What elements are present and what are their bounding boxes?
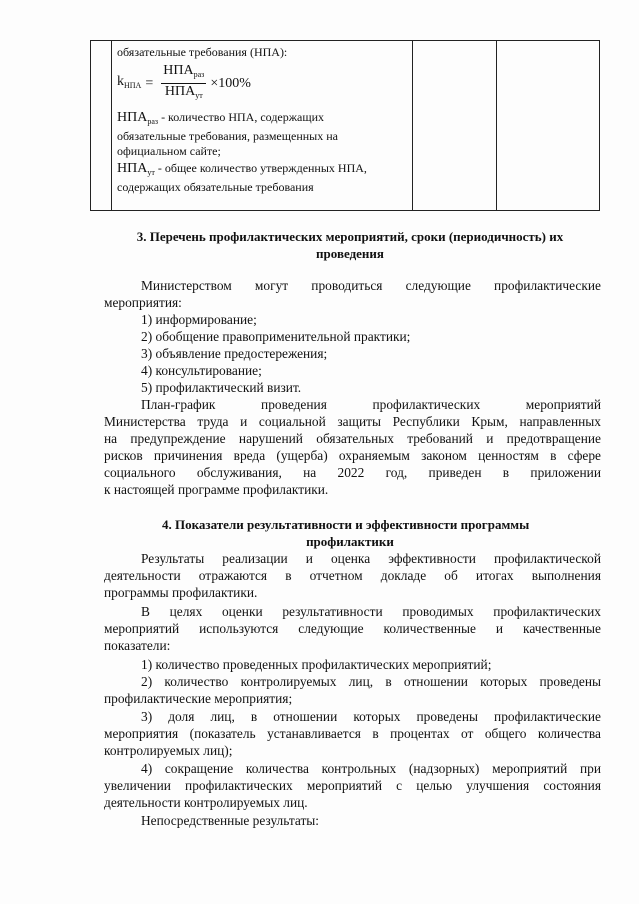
results-paragraph-line: деятельности отражаются в отчетном докладе об итогах выполнения [104, 568, 601, 583]
indicator-item-cont: контролируемых лиц); [104, 743, 233, 758]
indicator-table [90, 40, 600, 211]
results-paragraph-line: Результаты реализации и оценка эффективности профилактической [141, 551, 601, 566]
section-3-intro-line: Министерством могут проводиться следующие профилактические [141, 278, 601, 293]
formula-lhs: $k_{НПА}$ [117, 74, 142, 90]
plan-paragraph-line: социального обслуживания, на 2022 год, приведен в приложении [104, 465, 601, 480]
list-item: 2) обобщение правоприменительной практики; [141, 329, 411, 344]
formula-denominator: $НПА_{ут}$ [164, 84, 203, 100]
section-3-heading: 3. Перечень профилактических мероприятий, сроки (периодичность) их проведения [136, 229, 564, 261]
list-item: 4) консультирование; [141, 363, 262, 378]
formula-fraction [161, 63, 206, 104]
list-item: 3) объявление предостережения; [141, 346, 328, 361]
definition-raz: $НПА_{раз}$ - количество НПА, содержащих обязательные требования, размещенных на официальном сайте; [117, 110, 338, 158]
cell-intro: обязательные требования (НПА): [117, 45, 288, 59]
indicator-item-cont: профилактические мероприятия; [104, 691, 293, 706]
table-column-divider [412, 41, 413, 210]
indicator-item: 1) количество проведенных профилактических мероприятий; [141, 657, 492, 672]
indicator-item: 4) сокращение количества контрольных (надзорных) мероприятий при [141, 761, 601, 776]
indicator-item: 2) количество контролируемых лиц, в отношении которых проведены [141, 674, 601, 689]
results-paragraph-line: программы профилактики. [104, 585, 258, 600]
formula-equals: = [145, 76, 154, 91]
indicator-item: 3) доля лиц, в отношении которых проведены профилактические [141, 709, 601, 724]
list-item: 5) профилактический визит. [141, 380, 302, 395]
plan-paragraph-line: к настоящей программе профилактики. [104, 482, 329, 497]
plan-paragraph-line: План-график проведения профилактических мероприятий [141, 397, 601, 412]
indicator-item-cont: мероприятия (показатель устанавливается в процентах от общего количества [104, 726, 601, 741]
direct-results-line: Непосредственные результаты: [141, 813, 320, 828]
table-column-divider [496, 41, 497, 210]
table-column-divider [111, 41, 112, 210]
indicator-item-cont: увеличении профилактических мероприятий с целью улучшения состояния [104, 778, 601, 793]
formula-multiplier: ×100% [210, 76, 251, 91]
definition-ut: $НПА_{ут}$ - общее количество утвержденных НПА, содержащих обязательные требования [117, 161, 367, 194]
plan-paragraph-line: рисков причинения вреда (ущерба) охраняемым законом ценностям в сфере [104, 448, 601, 463]
list-item: 1) информирование; [141, 312, 257, 327]
evaluation-paragraph-line: показатели: [104, 638, 171, 653]
plan-paragraph-line: Министерства труда и социальной защиты Республики Крым, направленных [104, 414, 601, 429]
plan-paragraph-line: на предупреждение нарушений обязательных требований и предотвращение [104, 431, 601, 446]
formula-numerator: $НПА_{раз}$ [161, 63, 206, 84]
section-3-intro-line: мероприятия: [104, 295, 182, 310]
formula [117, 63, 407, 104]
indicator-item-cont: деятельности контролируемых лиц. [104, 795, 308, 810]
section-4-heading-cont: профилактики [306, 534, 394, 549]
evaluation-paragraph-line: В целях оценки результативности проводимых профилактических [141, 604, 601, 619]
formula-cell [117, 45, 407, 195]
section-4-heading: 4. Показатели результативности и эффективности программы [162, 517, 530, 532]
evaluation-paragraph-line: мероприятий используются следующие количественные и качественные [104, 621, 601, 636]
